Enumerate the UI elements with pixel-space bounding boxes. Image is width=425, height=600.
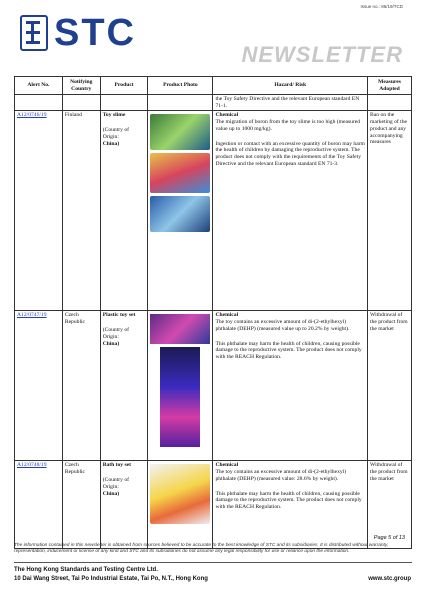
origin-label: (Country of Origin: — [102, 127, 129, 140]
table-row — [15, 311, 412, 461]
product-photo — [150, 153, 210, 193]
hazard-detail: This phthalate may harm the health of children, causing possible damage to the reproductive system. The product does not comply with the REACH Regulation. — [215, 490, 362, 510]
measures: Withdrawal of the product from the market — [368, 461, 412, 549]
country: Czech Republic — [62, 311, 100, 461]
table-row — [15, 111, 412, 311]
hazard-detail: The migration of boron from the toy slime is too high (measured value up to 1000 mg/kg). — [215, 119, 361, 132]
header-photo: Product Photo — [148, 77, 213, 95]
hazard-detail: Ingestion or contact with an excessive quantity of boron may harm the health of children by damaging the reproductive system. The product does not comply with the requirements of the Toy Safety Directive and the relevant European standard EN 71-3. — [215, 140, 365, 167]
header-alert-no: Alert No. — [15, 77, 63, 95]
table-row-continuation — [15, 95, 412, 111]
country: Czech Republic — [62, 461, 100, 549]
issue-number: Issue no.: 86/19/TCD — [360, 4, 403, 9]
header-measures: Measures Adopted — [368, 77, 412, 95]
header-country: Notifying Country — [62, 77, 100, 95]
alert-link[interactable]: A12/0747/19 — [17, 312, 47, 319]
page-number: Page 5 of 13 — [373, 535, 405, 541]
alert-link[interactable]: A12/0748/19 — [17, 462, 47, 469]
product-name: Plastic toy set — [102, 312, 136, 319]
product-photo — [150, 464, 210, 524]
origin-label: (Country of Origin: — [102, 327, 129, 340]
product-photo — [150, 114, 210, 150]
origin-country: China) — [102, 490, 120, 497]
alert-link[interactable]: A12/0746/19 — [17, 112, 47, 119]
product-name: Bath toy set — [102, 462, 131, 469]
website-link[interactable]: www.stc.group — [368, 576, 411, 582]
product-photo — [160, 347, 200, 447]
measures: Withdrawal of the product from the market — [368, 311, 412, 461]
hazard-type: Chemical — [215, 312, 239, 319]
stc-logo-icon — [20, 15, 48, 51]
footer-divider — [14, 562, 412, 563]
company-name: The Hong Kong Standards and Testing Centre Ltd. — [14, 567, 158, 573]
table-row — [15, 461, 412, 549]
measures: Ban on the marketing of the product and any accompanying measures — [368, 111, 412, 311]
company-address: 10 Dai Wang Street, Tai Po Industrial Estate, Tai Po, N.T., Hong Kong — [14, 576, 208, 582]
hazard-type: Chemical — [215, 112, 239, 119]
origin-country: China) — [102, 140, 120, 147]
newsletter-title: NEWSLETTER — [241, 42, 403, 67]
hazard-detail: This phthalate may harm the health of children, causing possible damage to the reproductive system. The product does not comply with the REACH Regulation. — [215, 340, 362, 360]
alerts-table — [14, 76, 412, 549]
origin-label: (Country of Origin: — [102, 477, 129, 490]
hazard-detail: The toy contains an excessive amount of di-(2-ethylhexyl) phthalate (DEHP) (measured value up to 20.2% by weight). — [215, 319, 350, 332]
disclaimer: The information contained in this newsletter is obtained from sources believed to be accurate to the best knowledge of STC and its subsidiaries. It is distributed without warranty, representation, inducement or license of any kind and STC and its subsidiaries do not assume any legal responsibility for use or reliance upon the information. — [14, 543, 389, 555]
table-header-row — [15, 77, 412, 95]
header-product: Product — [100, 77, 148, 95]
product-photo — [150, 314, 210, 344]
product-name: Toy slime — [102, 112, 126, 119]
country: Finland — [62, 111, 100, 311]
logo-text: STC — [54, 12, 136, 54]
stc-logo — [20, 14, 136, 52]
hazard-detail: The toy contains an excessive amount of di-(2-ethylhexyl) phthalate (DEHP) (measured value: 28.6% by weight). — [215, 469, 347, 482]
product-photo — [150, 196, 210, 232]
origin-country: China) — [102, 340, 120, 347]
hazard-continuation: the Toy Safety Directive and the relevant European standard EN 71-1. — [213, 95, 368, 111]
header-hazard: Hazard/ Risk — [213, 77, 368, 95]
hazard-type: Chemical — [215, 462, 239, 469]
